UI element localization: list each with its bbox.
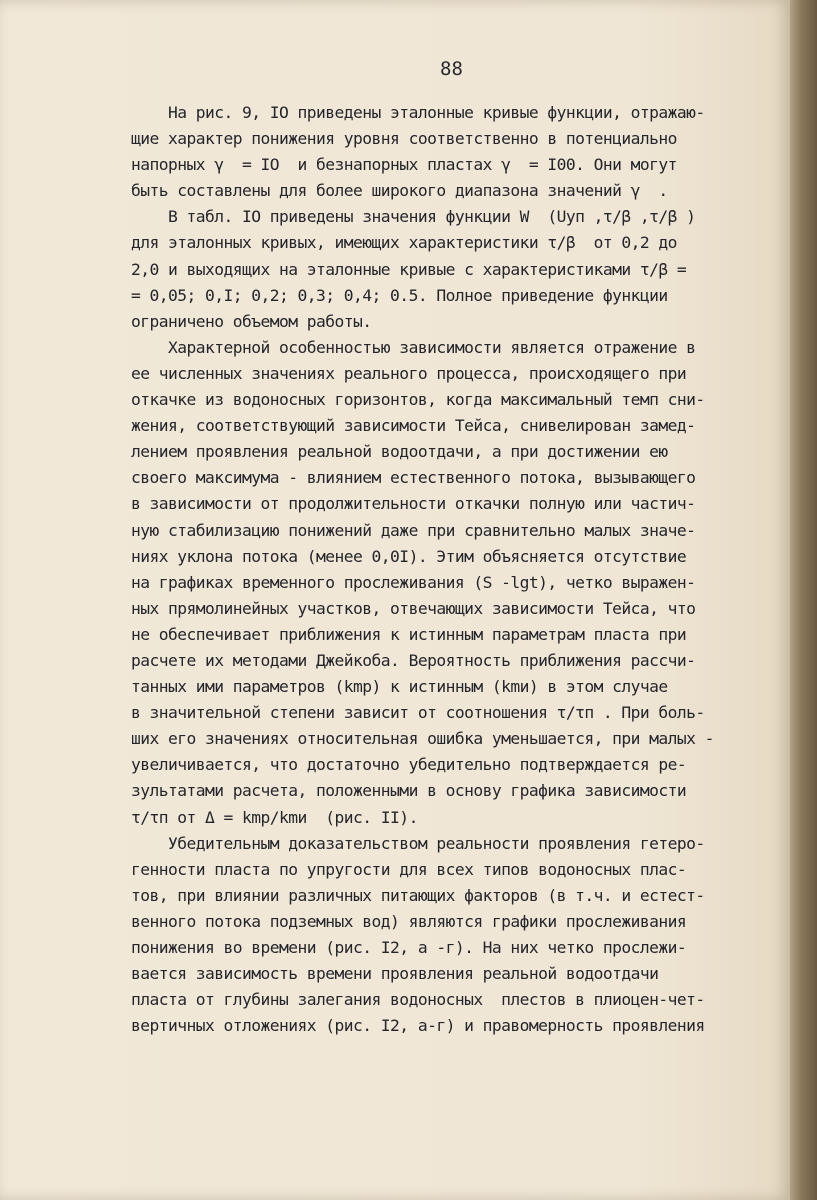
text-line: своего максимума - влиянием естественного потока, вызывающего	[131, 468, 696, 488]
text-line: напорных γ = IO и безнапорных пластах γ = I00. Они могут	[131, 155, 677, 175]
text-line: жения, соответствующий зависимости Тейса, снивелирован замед-	[131, 416, 696, 436]
text-line: на графиках временного прослеживания (S -lgt), четко выражен-	[131, 572, 696, 592]
text-line: В табл. IO приведены значения функции W (Uуп ,τ/β ,τ/β )	[131, 207, 696, 227]
text-line: не обеспечивает приближения к истинным параметрам пласта при	[131, 624, 687, 644]
page-edge-shadow	[790, 0, 817, 1200]
text-line: 2,0 и выходящих на эталонные кривые с характеристиками τ/β =	[131, 259, 687, 279]
text-line: вертичных отложениях (рис. I2, а-г) и правомерность проявления	[131, 1016, 705, 1036]
text-line: зультатами расчета, положенными в основу графика зависимости	[131, 781, 687, 801]
text-line: быть составлены для более широкого диапазона значений γ .	[131, 181, 668, 201]
text-line: в зависимости от продолжительности откачки полную или частич-	[131, 494, 696, 514]
text-line: генности пласта по упругости для всех типов водоносных плас-	[131, 859, 687, 879]
text-line: откачке из водоносных горизонтов, когда максимальный темп сни-	[131, 390, 705, 410]
text-line: щие характер понижения уровня соответственно в потенциально	[131, 129, 677, 149]
text-line: понижения во времени (рис. I2, а -г). На них четко прослежи-	[131, 938, 687, 957]
text-line: ниях уклона потока (менее 0,0I). Этим объясняется отсутствие	[131, 546, 687, 566]
text-line: для эталонных кривых, имеющих характеристики τ/β от 0,2 до	[131, 233, 677, 253]
text-line: ных прямолинейных участков, отвечающих зависимости Тейса, что	[131, 598, 696, 618]
text-line: Характерной особенностью зависимости является отражение в	[131, 337, 696, 357]
text-line: венного потока подземных вод) являются графики прослеживания	[131, 911, 687, 931]
text-line: вается зависимость времени проявления реальной водоотдачи	[131, 964, 659, 984]
page-number: 88	[440, 58, 463, 80]
body-text	[131, 100, 811, 1039]
text-line: расчете их методами Джейкоба. Вероятность приближения рассчи-	[131, 650, 696, 670]
text-line: лением проявления реальной водоотдачи, а при достижении ею	[131, 442, 668, 462]
text-line: ограничено объемом работы.	[131, 311, 372, 331]
text-line: ее численных значениях реального процесса, происходящего при	[131, 363, 687, 383]
text-line: пласта от глубины залегания водоносных плестов в плиоцен-чет-	[131, 990, 705, 1010]
text-line: увеличивается, что достаточно убедительно подтверждается ре-	[131, 755, 687, 775]
text-line: ную стабилизацию понижений даже при сравнительно малых значе-	[131, 520, 696, 540]
text-line: На рис. 9, IO приведены эталонные кривые функции, отражаю-	[131, 103, 705, 122]
text-line: танных ими параметров (kmр) к истинным (kmи) в этом случае	[131, 677, 668, 697]
text-line: Убедительным доказательством реальности проявления гетеро-	[131, 833, 705, 853]
text-line: в значительной степени зависит от соотношения τ/τп . При боль-	[131, 703, 705, 723]
text-line: тов, при влиянии различных питающих факторов (в т.ч. и естест-	[131, 885, 705, 905]
text-line: = 0,05; 0,I; 0,2; 0,3; 0,4; 0.5. Полное приведение функции	[131, 285, 668, 305]
text-line: ших его значениях относительная ошибка уменьшается, при малых -	[131, 729, 714, 749]
text-line: τ/τп от Δ = kmр/kmи (рис. II).	[131, 807, 418, 827]
